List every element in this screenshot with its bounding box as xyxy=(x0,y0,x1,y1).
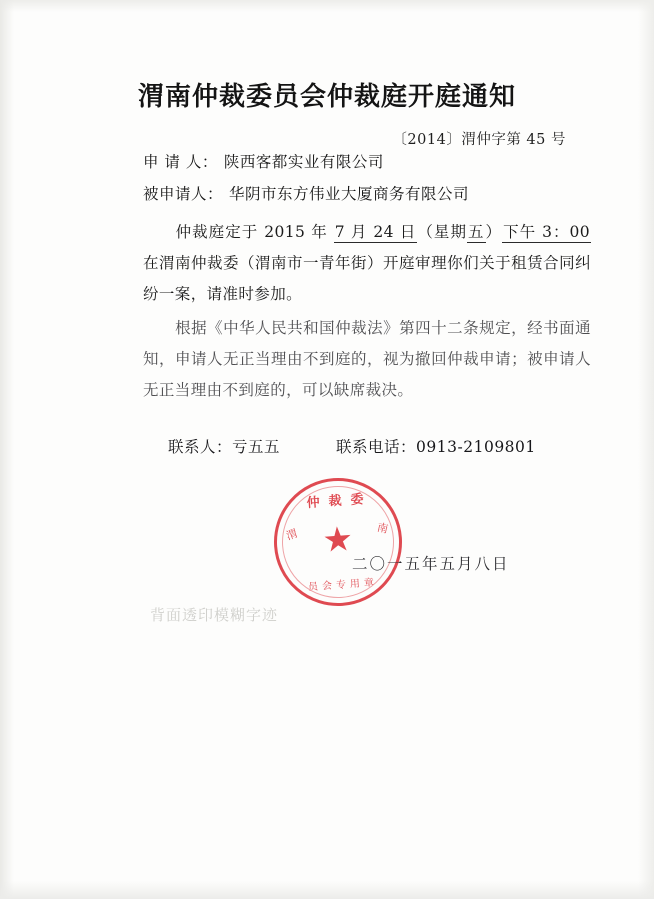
hearing-paragraph xyxy=(143,217,591,310)
seal-star-icon: ★ xyxy=(321,518,355,562)
legal-basis-paragraph xyxy=(143,313,591,406)
legal-basis-text: 根据《中华人民共和国仲裁法》第四十二条规定，经书面通知，申请人无正当理由不到庭的，视为撤回仲裁申请；被申请人无正当理由不到庭的，可以缺席裁决。 xyxy=(143,319,591,399)
respondent-row xyxy=(143,182,469,204)
scan-edge-bottom xyxy=(0,881,654,899)
document-title: 渭南仲裁委员会仲裁庭开庭通知 xyxy=(137,82,516,112)
contact-line xyxy=(168,435,536,457)
official-seal xyxy=(270,474,407,611)
contact-phone-value: 0913-2109801 xyxy=(416,438,536,456)
document-number: 〔2014〕渭仲字第 45 号 xyxy=(392,132,566,148)
contact-person-label: 联系人： xyxy=(168,438,233,456)
applicant-label: 申 请 人： xyxy=(143,153,218,171)
respondent-label: 被申请人： xyxy=(143,185,224,203)
respondent-value: 华阴市东方伟业大厦商务有限公司 xyxy=(229,185,470,203)
seal-right-text: 南 xyxy=(375,520,390,536)
applicant-value: 陕西客都实业有限公司 xyxy=(223,153,384,171)
seal-left-text: 渭 xyxy=(284,526,300,543)
bleed-through-text: 背面透印模糊字迹 xyxy=(150,606,279,624)
hearing-prefix: 仲裁庭定于 2015 年 xyxy=(175,223,334,241)
hearing-weekday-open: （星期 xyxy=(417,223,467,241)
hearing-rest: 在渭南仲裁委（渭南市一青年街）开庭审理你们关于租赁合同纠纷一案，请准时参加。 xyxy=(143,254,591,303)
seal-bottom-text: 员会专用章 xyxy=(307,577,379,594)
signature-date: 二〇一五年五月八日 xyxy=(352,555,510,573)
scan-edge-left xyxy=(0,0,14,899)
hearing-date: 7 月 24 日 xyxy=(334,223,417,241)
scan-edge-right xyxy=(638,0,654,899)
hearing-weekday-close: ） xyxy=(485,223,503,241)
contact-phone-label: 联系电话： xyxy=(336,438,417,456)
hearing-time: 下午 3：00 xyxy=(503,223,591,241)
scan-edge-top xyxy=(0,0,654,12)
seal-top-text: 仲裁委 xyxy=(306,491,374,512)
applicant-row xyxy=(143,150,384,172)
hearing-weekday: 五 xyxy=(468,223,485,241)
contact-person-value: 亏五五 xyxy=(232,438,281,456)
